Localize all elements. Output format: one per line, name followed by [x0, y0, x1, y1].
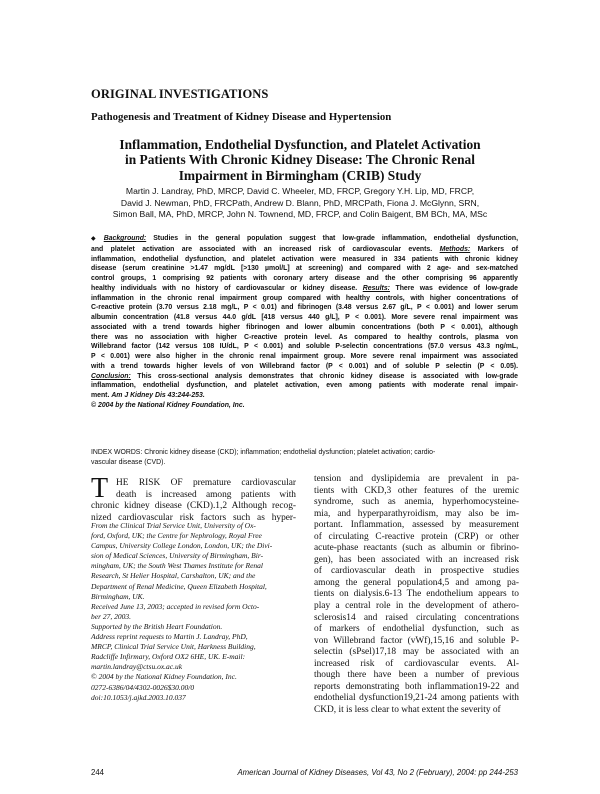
footnote-line: Birmingham, UK. — [91, 591, 145, 601]
body-line: tension and dyslipidemia are prevalent in pa- — [314, 474, 519, 484]
section-heading: ORIGINAL INVESTIGATIONS — [91, 87, 269, 101]
footnote-line: Supported by the British Heart Foundation. — [91, 621, 223, 631]
conclusion-label: Conclusion: — [91, 372, 131, 380]
footnote-line: sion of Medical Sciences, University of Birmingham, Bir- — [91, 551, 264, 561]
body-line: though there have been a number of previous — [314, 670, 519, 681]
footnote-line: Campus, University College London, London, UK; the Divi- — [91, 541, 273, 551]
abstract-line: inflammation, endothelial dysfunction, and platelet activation, even among patients with moderate renal impair- — [91, 382, 518, 390]
body-line: CKD, it is less clear to what extent the severity of — [314, 704, 501, 715]
body-line: syndrome, such as anemia, hyperhomocysteine- — [314, 497, 519, 508]
footnote-affiliations — [91, 521, 296, 703]
body-line: endothelial dysfunction19,21-24 among patients with — [314, 693, 519, 704]
body-line: tients with CKD,3 other features of the uremic — [314, 485, 519, 496]
abstract-line: Willebrand factor (142 versus 108 IU/dL, P < 0.001) and soluble P-selectin concentrations (57.0 versus 43.3 ng/mL, — [91, 343, 518, 351]
body-line: nized cardiovascular risk factors such as hyper- — [91, 512, 296, 523]
author-list — [80, 186, 520, 221]
abstract-line: inflammation, endothelial dysfunction, and platelet activation were measured in 334 patients with chronic kidney — [91, 255, 518, 263]
body-line: selectin (sPsel)17,18 may be associated with an — [314, 647, 519, 658]
footnote-line: Address reprint requests to Martin J. Landray, PhD, — [91, 632, 248, 642]
title-line: in Patients With Chronic Kidney Disease: The Chronic Renal — [125, 152, 475, 168]
body-line: of circulating C-reactive protein (CRP) or other — [314, 531, 519, 542]
abstract — [91, 234, 518, 411]
abstract-line: albumin concentration (41.8 versus 44.0 g/dL [418 versus 440 g/L], P < 0.001). More severe renal impairment was — [91, 314, 518, 321]
results-label: Results: — [362, 284, 390, 292]
journal-citation: American Journal of Kidney Diseases, Vol 43, No 2 (February), 2004: pp 244-253 — [237, 768, 518, 777]
body-line: of markers of endothelial dysfunction, such as — [314, 624, 519, 635]
page-number: 244 — [91, 768, 105, 777]
body-line: acute-phase reactants (such as albumin or fibrino- — [314, 543, 519, 554]
body-line: increased risk of cardiovascular events. Al- — [314, 658, 519, 669]
body-line: among the general population4,5 and among pa- — [314, 577, 519, 588]
abstract-line: control groups, 1 comprising 92 patients with coronary artery disease and the other comprising 96 apparently — [91, 275, 518, 282]
abstract-line: ment. Am J Kidney Dis 43:244-253. — [91, 392, 205, 399]
body-column-right — [314, 474, 519, 716]
body-column-left — [91, 473, 296, 524]
author-line: Simon Ball, MA, PhD, MRCP, John N. Townend, MD, FRCP, and Colin Baigent, BM BCh, MA, MSc — [112, 209, 488, 220]
footnote-line: ford, Oxford, UK; the Centre for Nephrology, Royal Free — [91, 531, 262, 541]
abstract-line: associated with a trend towards higher fibrinogen and lower albumin concentrations (both P < 0.001), although — [91, 323, 518, 331]
footnote-line: 0272-6386/04/4302-0026$30.00/0 — [91, 682, 195, 692]
article-title — [70, 137, 530, 183]
index-words-line: vascular disease (CVD). — [91, 458, 166, 466]
footnote-email[interactable]: martin.landray@ctsu.ox.ac.uk — [91, 662, 183, 672]
footnote-line: © 2004 by the National Kidney Foundation, Inc. — [91, 672, 237, 682]
bullet-icon: ◆ — [91, 236, 101, 242]
footnote-line: Radcliffe Infirmary, Oxford OX2 6HE, UK. E-mail: — [91, 652, 246, 662]
footnote-line: From the Clinical Trial Service Unit, University of Ox- — [91, 521, 256, 530]
footnote-doi: doi:10.1053/j.ajkd.2003.10.037 — [91, 692, 186, 702]
index-words — [91, 448, 518, 467]
footnote-line: MRCP, Clinical Trial Service Unit, Harkness Building, — [91, 642, 256, 652]
body-line: tients on dialysis.6-13 The endothelium appears to — [314, 589, 519, 600]
body-line: play a central role in the development of athero- — [314, 601, 519, 612]
abstract-line: and platelet activation are associated with an increased risk of cardiovascular events. Methods: Markers of — [91, 245, 519, 253]
title-line: Inflammation, Endothelial Dysfunction, and Platelet Activation — [119, 137, 481, 152]
footnote-line: mingham, UK; the South West Thames Institute for Renal — [91, 561, 264, 571]
body-line: HE RISK OF premature cardiovascular — [116, 478, 296, 488]
abstract-line: C-reactive protein (3.70 versus 2.18 mg/L, P < 0.01) and fibrinogen (3.48 versus 2.67 g/L, P < 0.001) and lower serum — [91, 304, 518, 312]
footnote-line: Research, St Helier Hospital, Carshalton, UK; and the — [91, 571, 256, 581]
abstract-line: ◆ Background: Studies in the general population suggest that low-grade inflammation, endothelial dysfunction, — [91, 235, 518, 242]
index-words-line: INDEX WORDS: Chronic kidney disease (CKD); inflammation; endothelial dysfunction; platelet activation; cardio- — [91, 449, 436, 456]
citation: Am J Kidney Dis 43:244-253. — [111, 392, 205, 399]
body-line: von Willebrand factor (vWf),15,16 and soluble P- — [314, 635, 519, 646]
abstract-line: P < 0.001) were also higher in the chronic renal impairment group. More severe renal impairment was associated — [91, 353, 518, 360]
subsection-heading: Pathogenesis and Treatment of Kidney Disease and Hypertension — [91, 111, 392, 123]
author-line: Martin J. Landray, PhD, MRCP, David C. Wheeler, MD, FRCP, Gregory Y.H. Lip, MD, FRCP, — [125, 186, 475, 196]
title-line: Impairment in Birmingham (CRIB) Study — [178, 167, 422, 183]
abstract-copyright: © 2004 by the National Kidney Foundation, Inc. — [91, 401, 245, 409]
author-line: David J. Newman, PhD, FRCPath, Andrew D. Blann, PhD, MRCPath, Fiona J. McGlynn, SRN, — [120, 197, 480, 208]
drop-cap: T — [91, 473, 109, 504]
body-line: sclerosis14 and raised circulating concentrations — [314, 612, 519, 623]
abstract-line: there was no association with higher C-reactive protein level. As compared to healthy controls, plasma von — [91, 333, 518, 341]
footnote-line: Received June 13, 2003; accepted in revised form Octo- — [91, 601, 260, 611]
abstract-line: disease (serum creatinine >1.47 mg/dL [>130 µmol/L] at screening) and compared with 2 age- and sex-matched — [91, 265, 518, 273]
footnote-line: Department of Renal Medicine, Queen Elizabeth Hospital, — [91, 581, 267, 591]
body-line: reports demonstrating both inflammation19-22 and — [314, 681, 519, 692]
abstract-line: with a trend towards higher levels of von Willebrand factor (P < 0.001) and of soluble P selectin (P < 0.05). — [91, 362, 518, 370]
footnote-line: ber 27, 2003. — [91, 611, 131, 621]
body-line: gen), has been associated with an increased risk — [314, 554, 519, 565]
body-line: of cardiovascular death in prospective studies — [314, 566, 519, 577]
body-line: portant. Inflammation, assessed by measurement — [314, 520, 519, 531]
body-line: mia, and hyperparathyroidism, may also be im- — [314, 508, 519, 519]
methods-label: Methods: — [439, 245, 471, 253]
body-line: death is increased among patients with — [116, 489, 296, 500]
abstract-line: healthy individuals with no history of cardiovascular or kidney disease. Results: There was evidence of low-grade — [91, 284, 518, 292]
abstract-line: Conclusion: This cross-sectional analysis demonstrates that chronic kidney disease is associated with low-grade — [91, 372, 518, 380]
body-line: chronic kidney disease (CKD).1,2 Although recog- — [91, 501, 296, 512]
background-label: Background: — [103, 235, 147, 242]
abstract-line: inflammation in the chronic renal impairment group compared with healthy controls, with higher concentrations of — [91, 294, 518, 302]
